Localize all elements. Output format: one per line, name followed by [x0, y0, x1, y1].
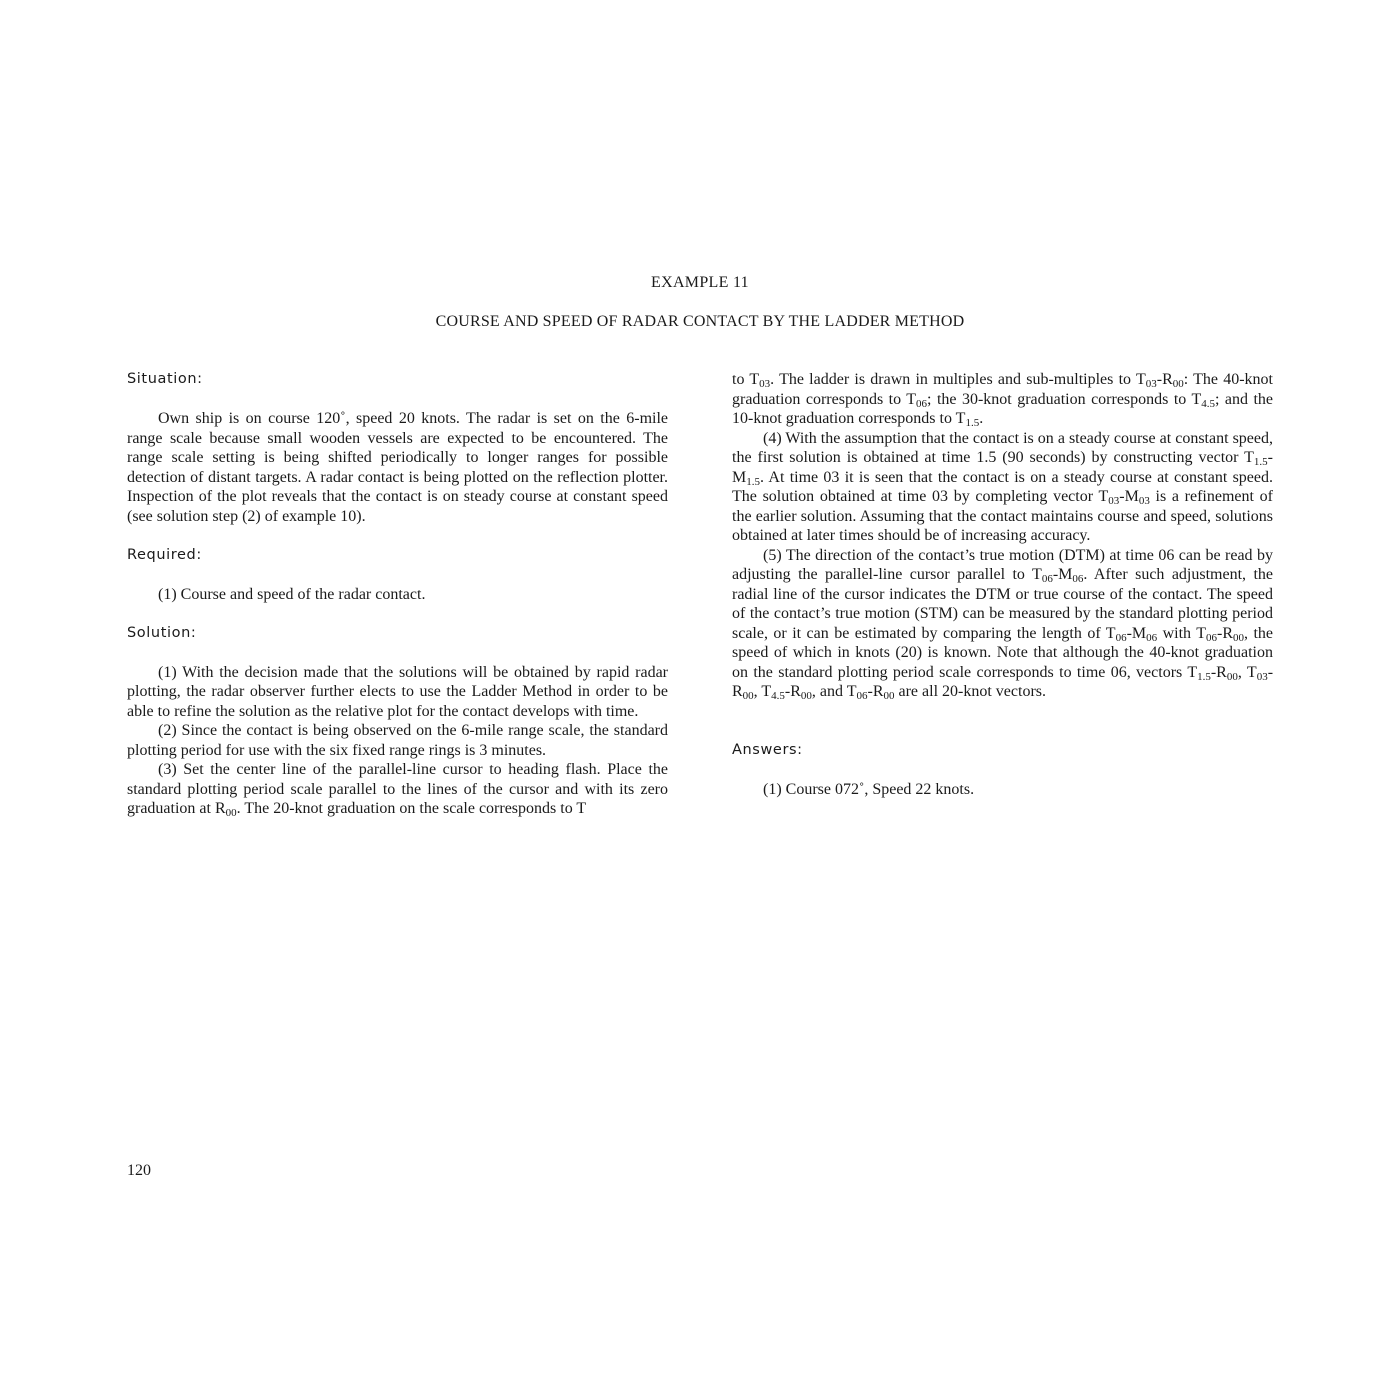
right-column	[732, 370, 1273, 799]
required-item-1: (1) Course and speed of the radar contact.	[158, 585, 426, 603]
situation-paragraph: Own ship is on course 120˚, speed 20 knots. The radar is set on the 6-mile range scale because small wooden vessels are expected to be encountered. The range scale setting is being shifted periodically to longer ranges for possible detection of distant targets. A radar contact is being plotted on the reflection plotter. Inspection of the plot reveals that the contact is on steady course at constant speed (see solution step (2) of example 10).	[127, 410, 668, 525]
solution-step-4: (4) With the assumption that the contact is on a steady course at constant speed, the first solution is obtained at time 1.5 (90 seconds) by constructing vector $T_{1.5}-M_{1.5}$. At time 03 it is seen that the contact is on a steady course at constant speed. The solution obtained at time 03 by completing vector $T_{03}-M_{03}$ is a refinement of the earlier solution. Assuming that the contact maintains course and speed, solutions obtained at later times should be of increasing accuracy.	[732, 429, 1273, 544]
answer-item-1: (1) Course 072˚, Speed 22 knots.	[763, 780, 975, 798]
example-title: COURSE AND SPEED OF RADAR CONTACT BY THE LADDER METHOD	[435, 313, 965, 330]
required-heading: Required:	[127, 546, 202, 563]
solution-step-2: (2) Since the contact is being observed on the 6-mile range scale, the standard plotting period for use with the six fixed range rings is 3 minutes.	[127, 722, 668, 759]
solution-step-3-part-2: to $T_{03}$. The ladder is drawn in multiples and sub-multiples to $T_{03}-R_{00}$: The 40-knot graduation corresponds to $T_{06}$; the 30-knot graduation corresponds to $T_{4.5}$; and the 10-knot graduation corresponds to $T_{1.5}$.	[732, 371, 1273, 429]
solution-step-3-part-1: (3) Set the center line of the parallel-line cursor to heading flash. Place the standard plotting period scale parallel to the lines of the cursor and with its zero graduation at $R_{00}$. The 20-knot graduation on the scale corresponds to T	[127, 761, 668, 819]
example-number: EXAMPLE 11	[651, 274, 749, 291]
situation-heading: Situation:	[127, 371, 203, 387]
solution-step-5: (5) The direction of the contact’s true motion (DTM) at time 06 can be read by adjusting the parallel-line cursor parallel to $T_{06}-M_{06}$. After such adjustment, the radial line of the cursor indicates the DTM or true course of the contact. The speed of the contact’s true motion (STM) can be measured by the standard plotting period scale, or it can be estimated by comparing the length of $T_{06}-M_{06}$ with $T_{06}-R_{00}$, the speed of which in knots (20) is known. Note that although the 40-knot graduation on the standard plotting period scale corresponds to time 06, vectors $T_{1.5}-R_{00}$, $T_{03}-R_{00}$, $T_{4.5}-R_{00}$, and $T_{06}-R_{00}$ are all 20-knot vectors.	[732, 546, 1274, 702]
answers-heading: Answers:	[732, 741, 803, 758]
left-column	[127, 370, 668, 819]
page-number: 120	[127, 1162, 151, 1179]
solution-heading: Solution:	[127, 624, 197, 641]
solution-step-1: (1) With the decision made that the solutions will be obtained by rapid radar plotting, the radar observer further elects to use the Ladder Method in order to be able to refine the solution as the relative plot for the contact develops with time.	[127, 663, 668, 720]
